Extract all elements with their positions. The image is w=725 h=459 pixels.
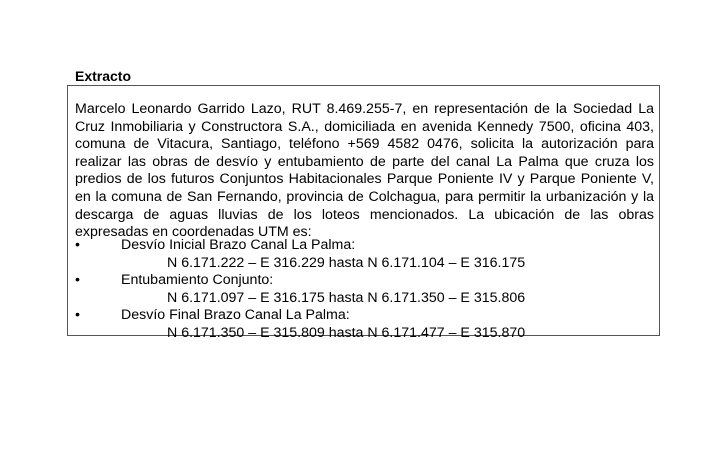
item-label: Desvío Inicial Brazo Canal La Palma: — [121, 237, 356, 253]
bullet-icon: • — [75, 272, 80, 289]
extract-box — [67, 85, 660, 341]
bullet-icon: • — [75, 307, 80, 324]
item-coordinates: N 6.171.097 – E 316.175 hasta N 6.171.350 – E 315.806 — [167, 289, 526, 306]
item-label: Entubamiento Conjunto: — [121, 272, 274, 289]
item-coordinates: N 6.171.222 – E 316.229 hasta N 6.171.104 – E 316.175 — [167, 254, 526, 271]
document-heading: Extracto — [75, 68, 132, 84]
extract-paragraph: Marcelo Leonardo Garrido Lazo, RUT 8.469.255-7, en representación de la Sociedad La Cruz Inmobiliaria y Constructora S.A., domiciliada en avenida Kennedy 7500, oficina 403, comuna de Vitacura, Santiago, teléfono +569 4582 0476, solicita la autorización para realizar las obras de desvío y entubamiento de parte del canal La Palma que cruza los predios de los futuros Conjuntos Habitacionales Parque Poniente IV y Parque Poniente V, en la comuna de San Fernando, provincia de Colchagua, para permitir la urbanización y la descarga de aguas lluvias de los loteos mencionados. La ubicación de las obras expresadas en coordenadas UTM es: — [75, 101, 654, 241]
item-label: Desvío Final Brazo Canal La Palma: — [121, 307, 350, 324]
item-coordinates: N 6.171.350 – E 315.809 hasta N 6.171.477 – E 315.870 — [167, 325, 526, 341]
bullet-icon: • — [75, 237, 80, 253]
